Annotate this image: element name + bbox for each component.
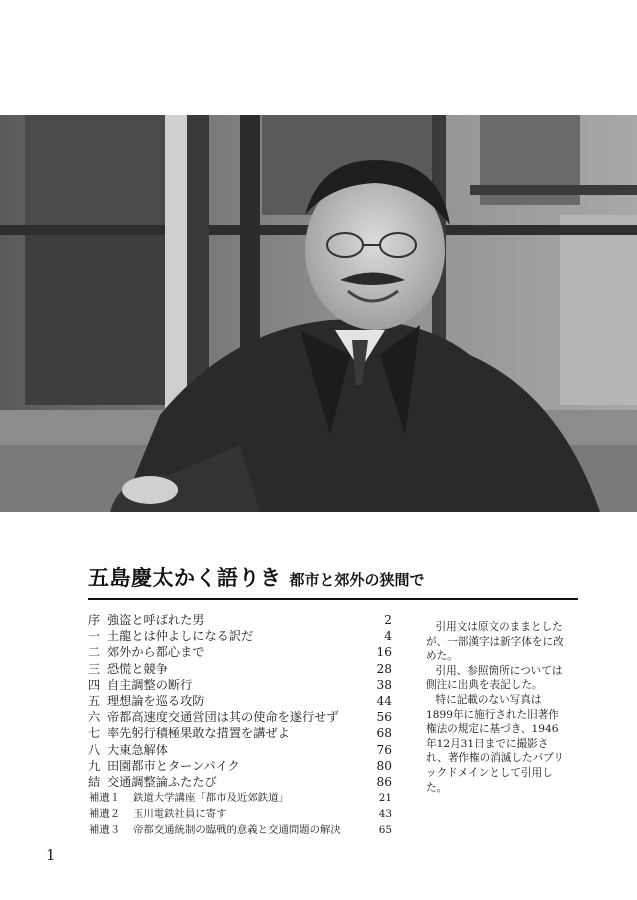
toc-entry xyxy=(88,725,392,741)
toc-supplement-entry xyxy=(88,822,392,838)
toc-entry xyxy=(88,709,392,725)
toc-supplement-entry xyxy=(88,790,392,806)
toc-chapter-title: 大東急解体 xyxy=(107,742,168,757)
toc-entry xyxy=(88,758,392,774)
toc-supplement-entry xyxy=(88,806,392,822)
toc-chapter-number: 結 xyxy=(88,774,101,789)
toc-chapter-number: 五 xyxy=(88,693,101,708)
book-title-row xyxy=(88,562,578,598)
toc-chapter-number: 三 xyxy=(88,661,101,676)
toc-chapter-title: 理想論を巡る攻防 xyxy=(107,693,205,708)
toc-chapter-number: 六 xyxy=(88,710,101,725)
title-underline xyxy=(88,598,578,600)
toc-entry xyxy=(88,693,392,709)
toc-page-number: 2 xyxy=(384,613,392,627)
toc-page-number: 4 xyxy=(384,629,392,644)
toc-chapter-number: 一 xyxy=(88,629,101,644)
toc-entry xyxy=(88,742,392,758)
toc-supplement-number: 補遺３ xyxy=(89,824,121,837)
toc-supplement-title: 帝都交通統制の臨戦的意義と交通問題の解決 xyxy=(133,824,341,837)
toc-chapter-title: 帝都高速度交通営団は其の使命を遂行せず xyxy=(107,710,339,725)
toc-chapter-number: 九 xyxy=(88,758,101,773)
portrait-photo xyxy=(0,115,637,512)
toc-page-number: 76 xyxy=(376,742,392,757)
toc-chapter-number: 八 xyxy=(88,742,101,757)
book-subtitle: 都市と郊外の狭間で xyxy=(289,571,425,589)
toc-page-number: 28 xyxy=(376,661,392,676)
book-title: 五島慶太かく語りき xyxy=(88,566,282,590)
toc-chapter-title: 自主調整の断行 xyxy=(107,677,193,692)
toc-entry xyxy=(88,661,392,677)
toc-supplement-number: 補遺２ xyxy=(89,808,121,821)
toc-page-number: 65 xyxy=(378,824,392,837)
toc-page-number: 68 xyxy=(376,726,392,741)
book-title-block xyxy=(88,562,578,600)
toc-entry xyxy=(88,677,392,693)
toc-chapter-number: 二 xyxy=(88,645,101,660)
toc-page-number: 38 xyxy=(376,677,392,692)
toc-chapter-title: 郊外から都心まで xyxy=(107,645,205,660)
toc-page-number: 80 xyxy=(376,758,392,773)
note-paragraph: 引用文は原文のままとしたが、一部漢字は新字体をに改めた。 xyxy=(426,621,564,663)
toc-page-number: 56 xyxy=(376,710,392,725)
toc-supplement-title: 鉄道大学講座「都市及近郊鉄道」 xyxy=(133,792,289,805)
toc-page-number: 44 xyxy=(376,693,392,708)
toc-chapter-title: 恐慌と競争 xyxy=(107,661,168,676)
toc-chapter-number: 七 xyxy=(88,726,101,741)
toc-supplement-number: 補遺１ xyxy=(89,792,121,805)
toc-entry xyxy=(88,628,392,644)
note-paragraph: 引用、参照箇所については側注に出典を表記した。 xyxy=(426,664,563,692)
toc-chapter-title: 交通調整論ふたたび xyxy=(107,774,217,789)
toc-chapter-title: 強盗と呼ばれた男 xyxy=(107,613,205,627)
toc-chapter-title: 田園都市とターンパイク xyxy=(107,758,240,773)
table-of-contents xyxy=(88,612,392,839)
toc-entry xyxy=(88,612,392,628)
toc-chapter-number: 四 xyxy=(88,677,101,692)
toc-supplement-title: 玉川電鉄社員に寄す xyxy=(133,808,227,821)
toc-chapter-number: 序 xyxy=(88,613,101,627)
toc-entry xyxy=(88,774,392,790)
toc-page-number: 43 xyxy=(378,808,392,821)
portrait-photo-illustration xyxy=(0,115,637,512)
toc-page-number: 16 xyxy=(376,645,392,660)
toc-page-number: 21 xyxy=(378,792,392,805)
toc-chapter-title: 土龍とは仲よしになる訳だ xyxy=(107,629,254,644)
note-paragraph: 特に記載のない写真は1899年に施行された旧著作権法の規定に基づき、1946年12月31日までに撮影され、著作権の消滅したパブリックドメインとして引用した。 xyxy=(426,693,564,794)
editorial-notes xyxy=(426,620,568,795)
page-number: 1 xyxy=(46,846,56,864)
toc-entry xyxy=(88,644,392,660)
toc-page-number: 86 xyxy=(376,774,392,789)
toc-chapter-title: 率先躬行積極果敢な措置を講ぜよ xyxy=(107,726,290,741)
